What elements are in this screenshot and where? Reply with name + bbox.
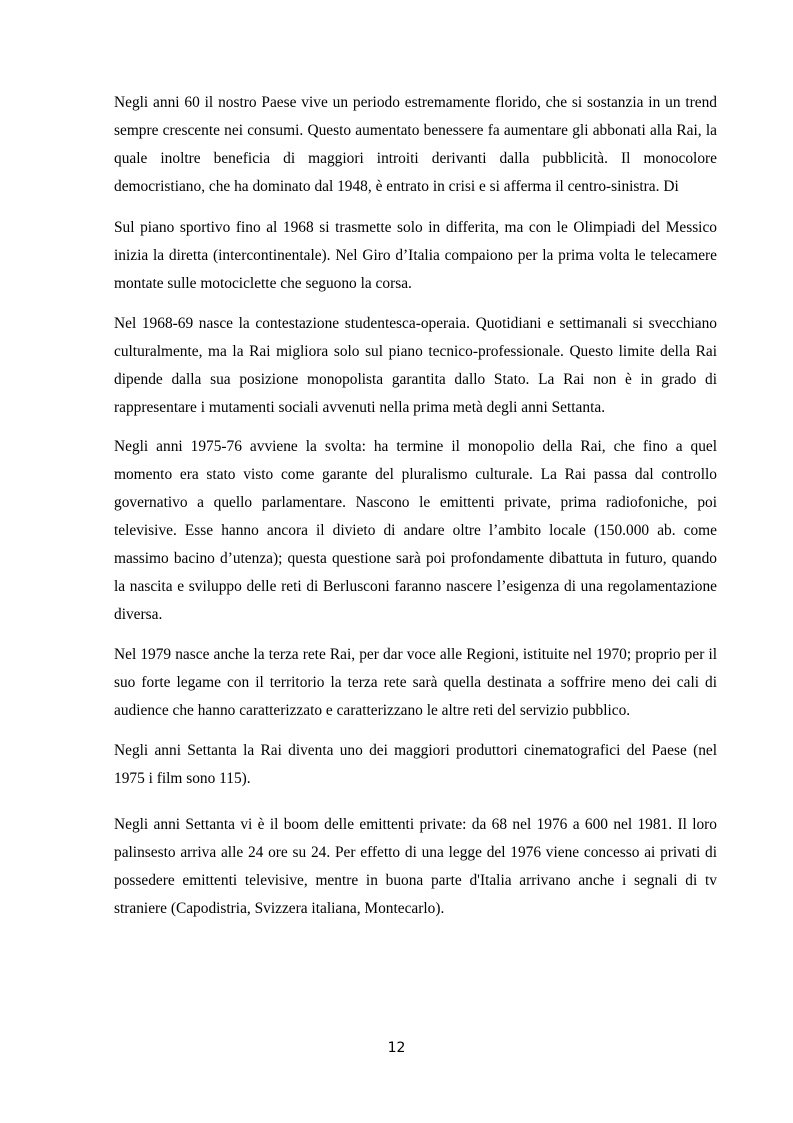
paragraph-4: Negli anni 1975-76 avviene la svolta: ha termine il monopolio della Rai, che fino a quel momento era stato visto come garante del pluralismo culturale. La Rai passa dal controllo governativo a quello parlamentare. Nascono le emittenti private, prima radiofoniche, poi televisive. Esse hanno ancora il divieto di andare oltre l’ambito locale (150.000 ab. come massimo bacino d’utenza); questa questione sarà poi profondamente dibattuta in futuro, quando la nascita e sviluppo delle reti di Berlusconi faranno nascere l’esigenza di una regolamentazione diversa. [114, 438, 717, 623]
paragraph-2: Sul piano sportivo fino al 1968 si trasmette solo in differita, ma con le Olimpiadi del Messico inizia la diretta (intercontinentale). Nel Giro d’Italia compaiono per la prima volta le telecamere montate sulle motociclette che seguono la corsa. [114, 219, 717, 292]
page-number: 12 [387, 1040, 406, 1056]
paragraph-1: Negli anni 60 il nostro Paese vive un periodo estremamente florido, che si sostanzia in un trend sempre crescente nei consumi. Questo aumentato benessere fa aumentare gli abbonati alla Rai, la quale inoltre beneficia di maggiori introiti derivanti dalla pubblicità. Il monocolore democristiano, che ha dominato dal 1948, è entrato in crisi e si afferma il centro-sinistra. Di [114, 94, 717, 195]
paragraph-6: Negli anni Settanta la Rai diventa uno dei maggiori produttori cinematografici del Paese (nel 1975 i film sono 115). [114, 742, 717, 787]
paragraph-5: Nel 1979 nasce anche la terza rete Rai, per dar voce alle Regioni, istituite nel 1970; proprio per il suo forte legame con il territorio la terza rete sarà quella destinata a soffrire meno dei cali di audience che hanno caratterizzato e caratterizzano le altre reti del servizio pubblico. [114, 646, 717, 719]
paragraph-7: Negli anni Settanta vi è il boom delle emittenti private: da 68 nel 1976 a 600 nel 1981. Il loro palinsesto arriva alle 24 ore su 24. Per effetto di una legge del 1976 viene concesso ai privati di possedere emittenti televisive, mentre in buona parte d'Italia arrivano anche i segnali di tv straniere (Capodistria, Svizzera italiana, Montecarlo). [114, 816, 717, 917]
paragraph-3: Nel 1968-69 nasce la contestazione studentesca-operaia. Quotidiani e settimanali si svecchiano culturalmente, ma la Rai migliora solo sul piano tecnico-professionale. Questo limite della Rai dipende dalla sua posizione monopolista garantita dallo Stato. La Rai non è in grado di rappresentare i mutamenti sociali avvenuti nella prima metà degli anni Settanta. [114, 315, 717, 416]
